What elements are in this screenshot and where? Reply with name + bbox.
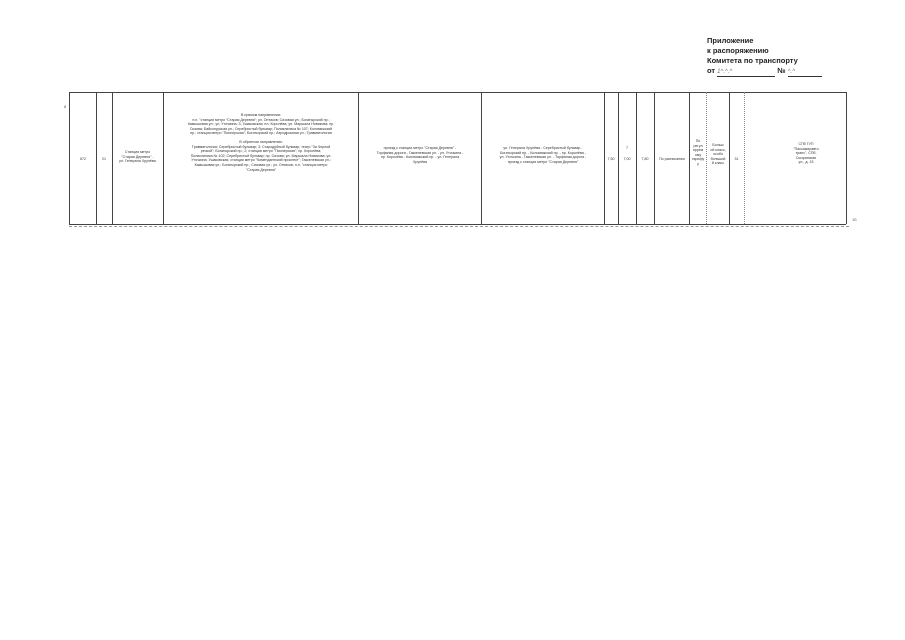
stops-line: речкой"; Богатырский пр.; 2; станция метро "Пионерская"; пр. Королёва; [200,149,322,154]
route-name [113,150,162,164]
fare-mode-line: регул [693,143,703,148]
annex-committee: Комитета по транспорту [707,56,798,65]
stops-line: Травматология; Серебристый бульвар; 3; Стародубный бульвар; театр "За Черной [191,144,331,149]
streets-forward [360,146,480,164]
length-forward: 7,00 [623,157,631,161]
fare-mode-line: ому [694,152,702,157]
annex-title: Приложение [707,36,754,45]
street-line: пр. Королёва - Коломяжский пр. - ул. Генерала [380,155,460,160]
stops-forward-title: В прямом направлении: [240,113,282,117]
stops-list [165,113,357,172]
route-name-line: Станция метро [124,150,151,154]
stops-line: "Старая Деревня" [246,167,276,172]
vehicle-class-line: Больш [712,143,724,147]
col-divider [744,92,745,224]
vehicle-class-line: й класс [711,161,725,166]
stops-line: Камышовая ул.; ул. Уточкина; 3; Ушаковская; пл. Королёва; ул. Маршала Новикова; пр. [187,122,335,127]
route-name-line: ул. Генерала Хрулёва [119,159,156,164]
fare-mode [690,139,706,167]
vehicle-count: 31 [734,157,739,161]
date-value: 1^.^.^ [717,69,775,77]
street-line: ул. Генерала Хрулёва - Серебристый бульвар - [503,146,583,150]
street-line: Богатырский пр. - Коломяжский пр. - пр. Королёва - [500,150,586,155]
stops-line: Уточкина; Ушаковская; станция метро "Комендантский проспект"; Гаккелевская ул.; [191,158,331,163]
streets-back [483,146,603,164]
length-total: 7,50 [607,157,615,161]
fare-mode-line: По [695,139,701,143]
route-index: 21 [102,157,106,161]
table-continuation-line [69,226,849,227]
stops-line: Поликлиника № 102; Серебристый бульвар; пр. Сизова; ул. Маршала Новикова; ул. [190,153,332,158]
col-divider [358,92,359,224]
date-prefix: от [707,66,716,75]
number-prefix: № [777,66,786,75]
carrier-line: Сызранская [795,155,817,160]
length-note: 7 [626,146,628,150]
vehicle-class-line: ой класс, [710,147,726,152]
street-line: проезд к станции метро "Старая Деревня" [507,159,579,164]
carrier-line: СПб ГУП [798,142,814,146]
street-line: ул. Уточкина - Гаккелевская ул. - Торфяная дорога - [499,155,587,160]
stops-line: н.п. "станция метро "Старая Деревня"; ул. Оптиков; Сизовая ул.; Богатырский пр.; [192,117,330,122]
annex-date-line [707,66,822,77]
carrier [776,142,836,165]
margin-mark: 8 [64,104,67,109]
stop-order: По расписанию [659,157,685,161]
table-bottom-rule [69,224,846,225]
vehicle-class-line: особо [713,152,723,157]
stops-back-title: В обратном направлении: [239,139,283,144]
vehicle-class [707,143,729,166]
col-divider [846,92,847,224]
fare-mode-line: ируем [692,148,704,153]
length-back: 7,80 [641,157,649,161]
col-divider [163,92,164,224]
fare-mode-line: тарифу [691,157,705,162]
fare-mode-line: у [697,161,699,166]
number-value: ^.^ [788,69,822,77]
route-number: 672 [80,157,86,161]
annex-header [707,36,822,77]
stops-line: пр.; станция метро "Пионерская"; Богатырский пр.; Аэродромная ул.; Травматология [190,131,332,136]
stops-line: Камышовая ул.; Богатырский пр.; Сизовая ул.; ул. Оптиков; н.п. "станция метро [194,162,328,167]
annex-order-label: к распоряжению [707,46,769,55]
street-line: проезд к станции метро "Старая Деревня" - [383,146,457,150]
carrier-line: транс", СПб, [795,151,817,156]
carrier-line: ул., д. 15 [798,160,814,165]
carrier-line: "Пассажиравто [793,146,819,151]
col-divider [481,92,482,224]
tail-mark: 1б [852,217,857,222]
street-line: Хрулёва [412,159,428,164]
stops-line: Сизова; Байконурская ул.; Серебристый бульвар; Поликлиника № 107; Коломяжский [189,126,333,131]
vehicle-class-line: большой [710,156,726,161]
street-line: Торфяная дорога - Гаккелевская ул. - ул. Уточкина - [376,150,464,155]
col-divider [69,92,70,224]
route-name-line: "Старая Деревня" - [121,154,154,159]
